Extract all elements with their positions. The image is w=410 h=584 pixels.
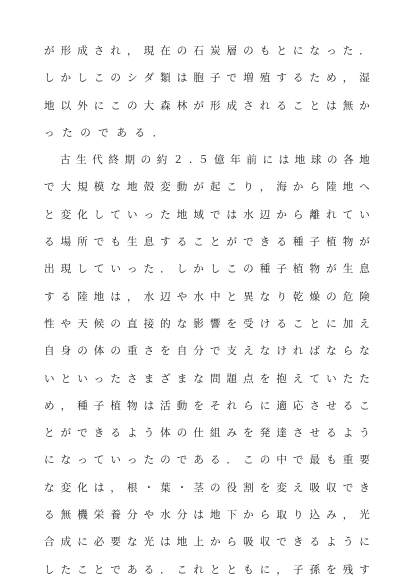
text-line: 古 生 代 終 期 の 約 ２ . ５ 億 年 前 に は 地 球 の 各 地: [60, 154, 370, 167]
text-line: 出 現 し て い っ た ． し か し こ の 種 子 植 物 が 生 息: [44, 263, 370, 276]
text-line: な 変 化 は ， 根 ・ 葉 ・ 茎 の 役 割 を 変 え 吸 収 で き: [44, 481, 370, 494]
text-line: す る 陸 地 は ， 水 辺 や 水 中 と 異 な り 乾 燥 の 危 険: [44, 290, 370, 303]
text-line: し か し こ の シ ダ 類 は 胞 子 で 増 殖 す る た め ， 湿: [44, 72, 370, 85]
text-line: が 形 成 さ れ ， 現 在 の 石 炭 層 の も と に な っ た ．: [44, 45, 370, 57]
text-line: 自 身 の 体 の 重 さ を 自 分 で 支 え な け れ ば な ら な: [44, 345, 370, 358]
text-line: い と い っ た さ ま ざ ま な 問 題 点 を 抱 え て い た た: [44, 372, 370, 385]
text-line: と 変 化 し て い っ た 地 域 で は 水 辺 か ら 離 れ て い: [44, 208, 370, 221]
text-line: し た こ と で あ る ． こ れ と と も に ， 子 孫 を 残 す: [44, 563, 370, 576]
text-line: 地 以 外 に こ の 大 森 林 が 形 成 さ れ る こ と は 無 か: [44, 99, 370, 112]
text-line: っ た の で あ る ．: [44, 126, 164, 139]
text-line: る 無 機 栄 養 分 や 水 分 は 地 下 か ら 取 り 込 み ， 光: [44, 509, 370, 522]
text-line: に な っ て い っ た の で あ る ． こ の 中 で 最 も 重 要: [44, 454, 370, 467]
body-text: [44, 38, 370, 584]
text-line: と が で き る よ う 体 の 仕 組 み を 発 達 さ せ る よ う: [44, 427, 370, 440]
text-line: 合 成 に 必 要 な 光 は 地 上 か ら 吸 収 で き る よ う に: [44, 536, 370, 549]
text-line: 性 や 天 候 の 直 接 的 な 影 響 を 受 け る こ と に 加 え: [44, 317, 370, 330]
text-line: る 場 所 で も 生 息 す る こ と が で き る 種 子 植 物 が: [44, 236, 370, 249]
text-line: で 大 規 模 な 地 殻 変 動 が 起 こ り ， 海 か ら 陸 地 へ: [44, 181, 370, 194]
text-line: め ， 種 子 植 物 は 活 動 を そ れ ら に 適 応 さ せ る こ: [44, 399, 370, 412]
